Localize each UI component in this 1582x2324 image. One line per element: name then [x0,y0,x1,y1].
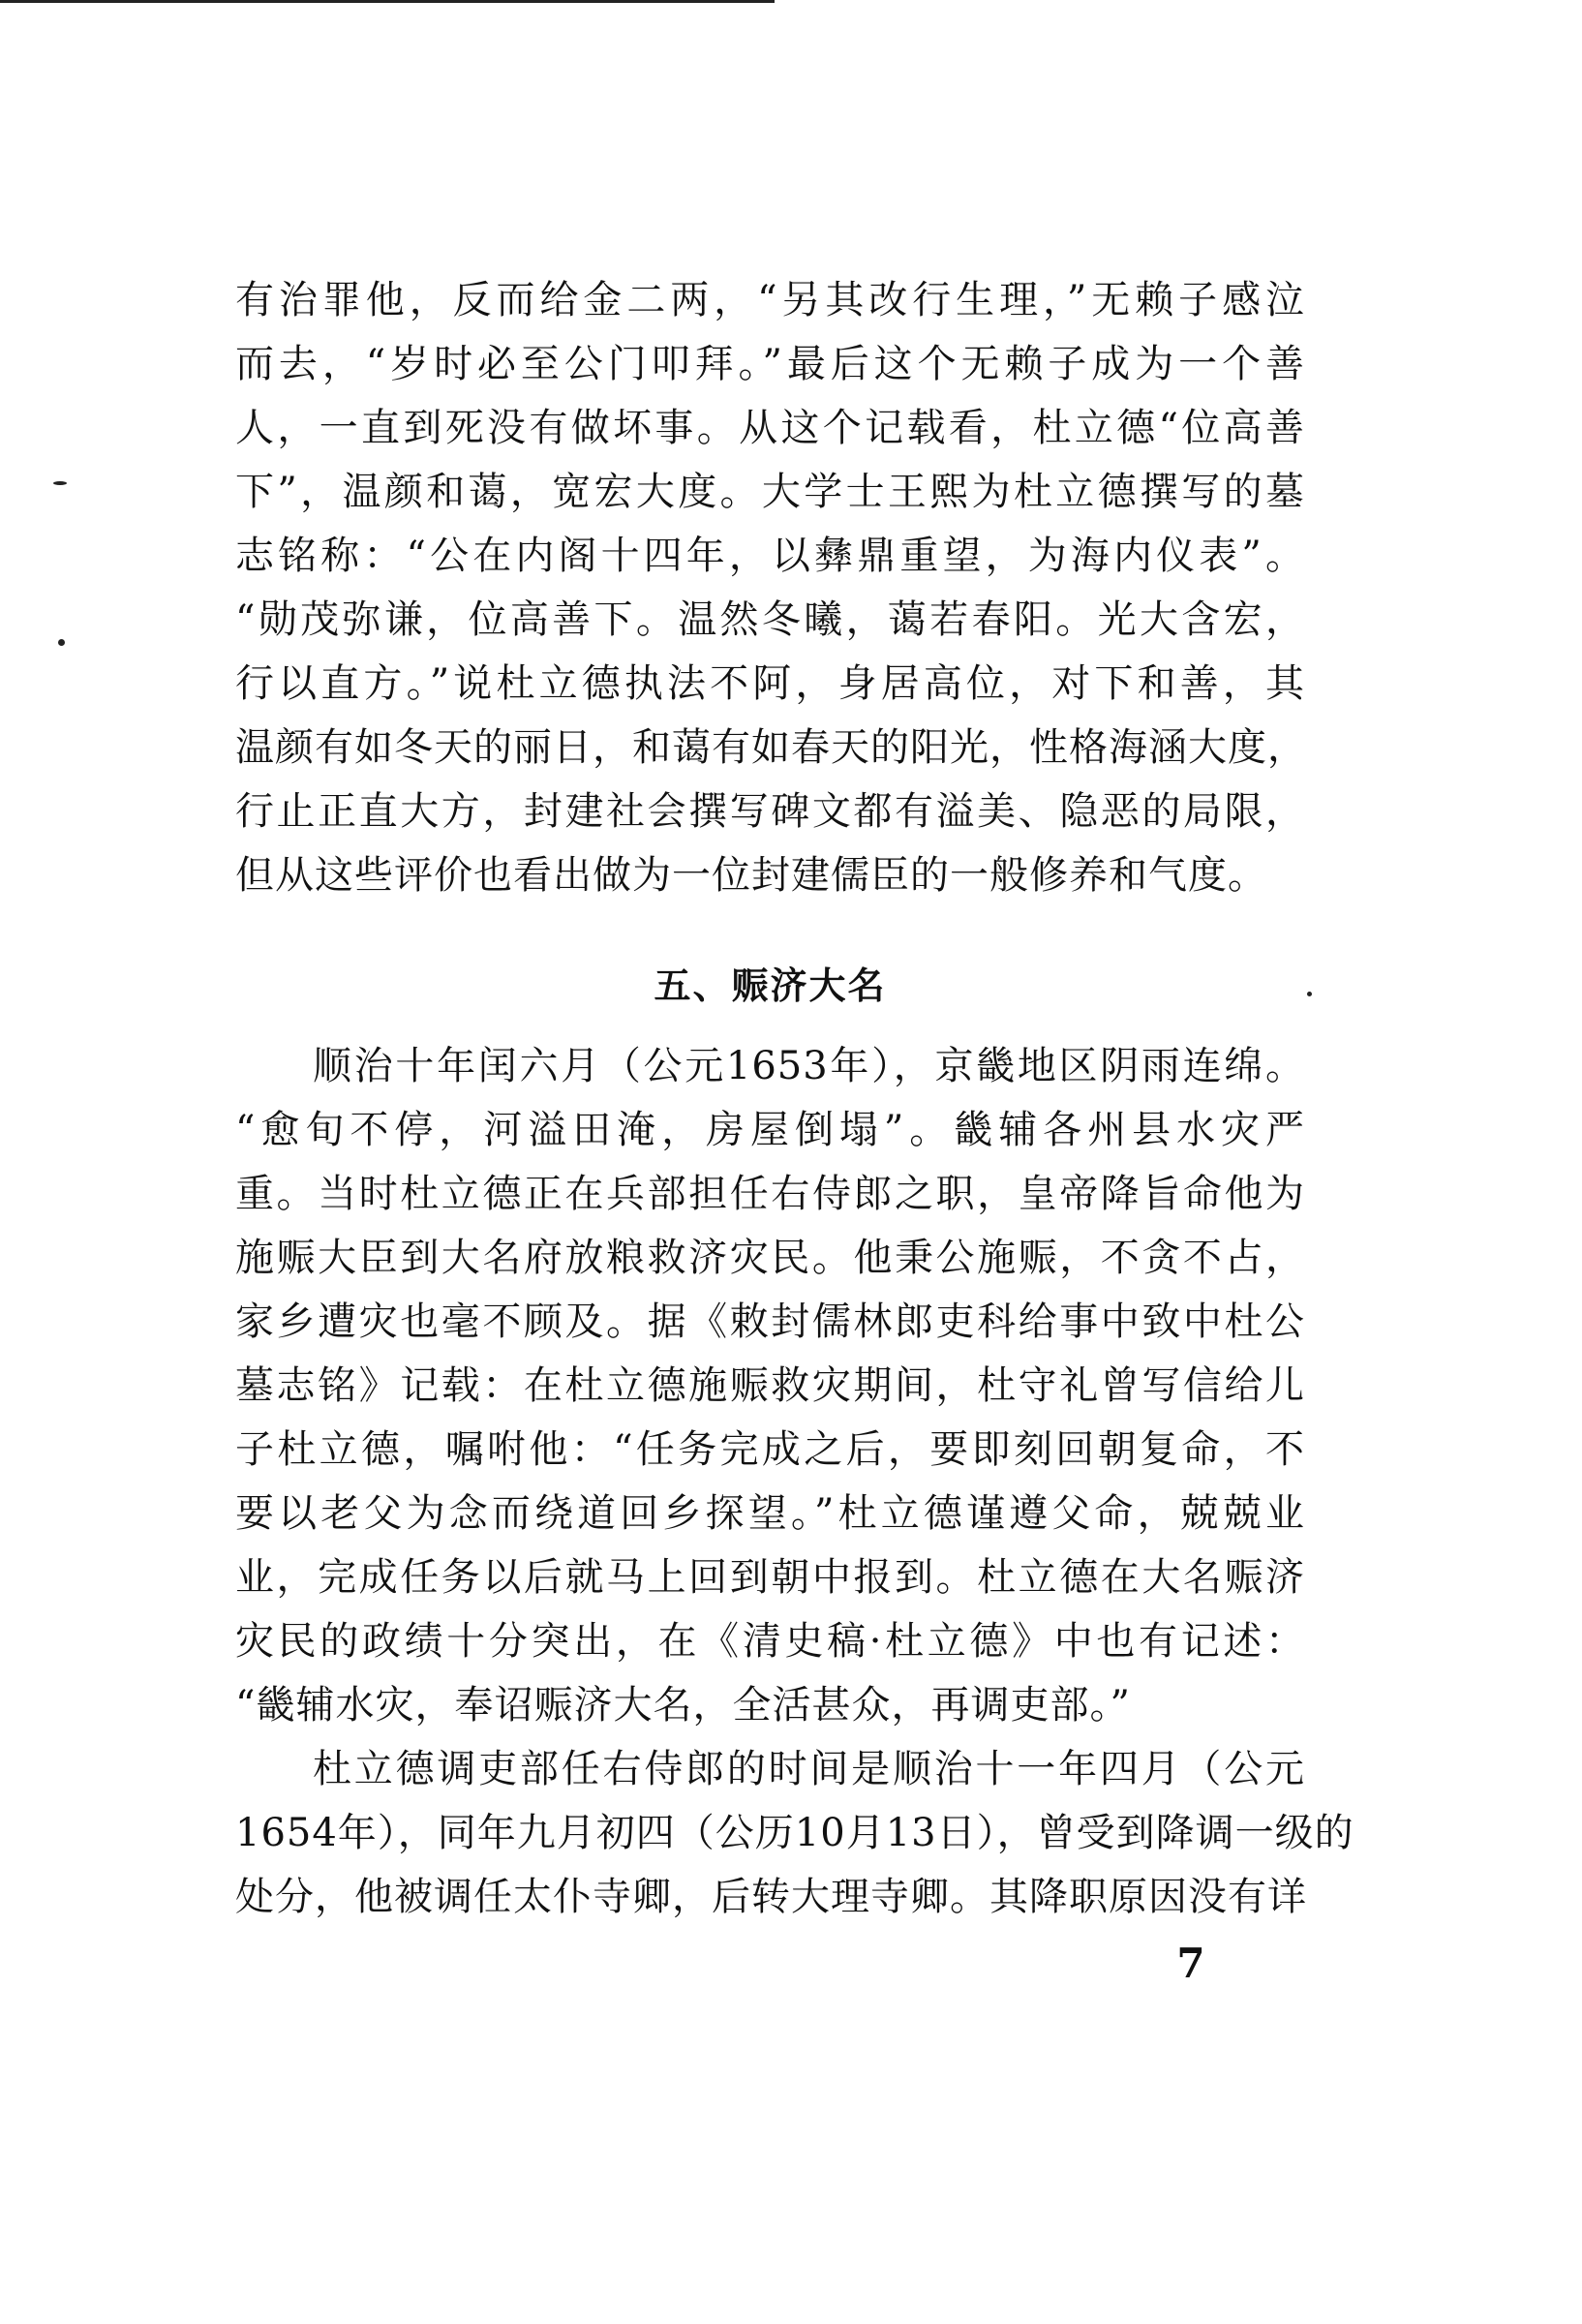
text-line: 1654年），同年九月初四（公历10月13日），曾受到降调一级的 [235,1811,1354,1855]
paragraph-transfer [235,1737,1354,1929]
paragraph-relief [235,1034,1305,1737]
text-line: 而去，“岁时必至公门叩拜。”最后这个无赖子成为一个善 [235,342,1305,386]
text-line: 人，一直到死没有做坏事。从这个记载看，杜立德“位高善 [235,406,1305,450]
text-line: 行以直方。”说杜立德执法不阿，身居高位，对下和善，其 [235,661,1305,706]
page-number: 7 [1176,1940,1205,1987]
scan-speck [53,481,67,485]
text-line: “勋茂弥谦，位高善下。温然冬曦，蔼若春阳。光大含宏， [235,597,1305,642]
scan-speck [58,639,65,646]
text-line: 志铭称：“公在内阁十四年，以彝鼎重望，为海内仪表”。 [235,534,1305,578]
text-line: 要以老父为念而绕道回乡探望。”杜立德谨遵父命，兢兢业 [235,1491,1305,1536]
text-line: 处分，他被调任太仆寺卿，后转大理寺卿。其降职原因没有详 [235,1875,1307,1919]
scan-speck [1307,992,1312,996]
text-line: “愈旬不停，河溢田淹，房屋倒塌”。畿辅各州县水灾严 [235,1108,1305,1152]
text-line: 下”，温颜和蔼，宽宏大度。大学士王熙为杜立德撰写的墓 [235,470,1305,514]
text-line: 重。当时杜立德正在兵部担任右侍郎之职，皇帝降旨命他为 [235,1172,1305,1216]
text-line: “畿辅水灾，奉诏赈济大名，全活甚众，再调吏部。” [235,1683,1131,1728]
text-line: 施赈大臣到大名府放粮救济灾民。他秉公施赈，不贪不占， [235,1236,1305,1280]
text-line: 行止正直大方，封建社会撰写碑文都有溢美、隐恶的局限， [235,789,1305,834]
paragraph-top [235,268,1305,907]
section-heading: 五、赈济大名 [654,964,887,1007]
text-line: 顺治十年闰六月（公元1653年），京畿地区阴雨连绵。 [313,1044,1305,1088]
text-line: 灾民的政绩十分突出，在《清史稿·杜立德》中也有记述： [235,1619,1305,1664]
scan-top-rule [0,0,775,3]
text-line: 温颜有如冬天的丽日，和蔼有如春天的阳光，性格海涵大度， [235,725,1307,770]
text-line: 子杜立德，嘱咐他：“任务完成之后，要即刻回朝复命，不 [235,1427,1305,1472]
text-line: 有治罪他，反而给金二两，“另其改行生理，”无赖子感泣 [235,278,1305,322]
text-line: 家乡遭灾也毫不顾及。据《敕封儒林郎吏科给事中致中杜公 [235,1300,1305,1344]
text-line: 墓志铭》记载：在杜立德施赈救灾期间，杜守礼曾写信给儿 [235,1363,1305,1408]
text-line: 但从这些评价也看出做为一位封建儒臣的一般修养和气度。 [235,853,1267,898]
text-line: 杜立德调吏部任右侍郎的时间是顺治十一年四月（公元 [313,1747,1305,1791]
text-line: 业，完成任务以后就马上回到朝中报到。杜立德在大名赈济 [235,1555,1305,1600]
